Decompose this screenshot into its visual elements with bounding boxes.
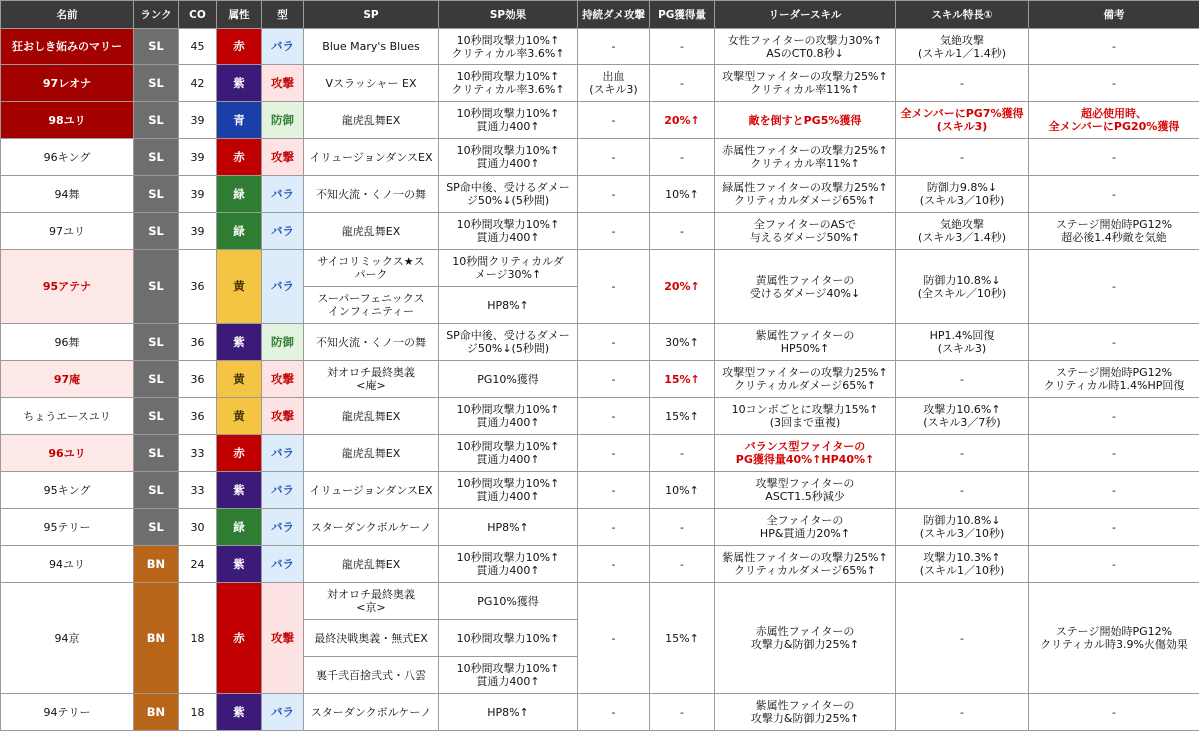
cell-co: 39: [179, 176, 217, 213]
cell-rank: SL: [134, 176, 179, 213]
cell-skill-feature: 全メンバーにPG7%獲得 (スキル3): [896, 102, 1029, 139]
table-row: [1, 472, 1199, 509]
cell-co: 39: [179, 139, 217, 176]
cell-pg: -: [650, 435, 715, 472]
cell-dot: -: [578, 102, 650, 139]
header-pg: PG獲得量: [650, 1, 715, 29]
cell-attribute: 赤: [217, 435, 262, 472]
cell-rank: SL: [134, 213, 179, 250]
cell-type: 攻撃: [262, 361, 304, 398]
cell-sp-effect: PG10%獲得: [439, 361, 578, 398]
cell-attribute: 赤: [217, 583, 262, 694]
cell-note: -: [1029, 435, 1199, 472]
cell-sp-effect: 10秒間クリティカルダ メージ30%↑: [439, 250, 578, 287]
cell-note: -: [1029, 176, 1199, 213]
cell-name: 96ユリ: [1, 435, 134, 472]
cell-co: 18: [179, 694, 217, 731]
header-skill-feature: スキル特長①: [896, 1, 1029, 29]
header-rank: ランク: [134, 1, 179, 29]
cell-sp-effect: SP命中後、受けるダメー ジ50%↓(5秒間): [439, 176, 578, 213]
cell-sp: 不知火流・くノ一の舞: [304, 176, 439, 213]
cell-co: 36: [179, 324, 217, 361]
cell-name: 97レオナ: [1, 65, 134, 102]
cell-sp: スーパーフェニックス インフィニティー: [304, 287, 439, 324]
cell-type: 攻撃: [262, 65, 304, 102]
cell-note: ステージ開始時PG12% 超必後1.4秒敵を気絶: [1029, 213, 1199, 250]
table-row: [1, 250, 1199, 287]
cell-rank: SL: [134, 102, 179, 139]
cell-sp: 龍虎乱舞EX: [304, 435, 439, 472]
cell-rank: SL: [134, 509, 179, 546]
cell-sp-effect: PG10%獲得: [439, 583, 578, 620]
cell-type: バラ: [262, 176, 304, 213]
cell-skill-feature: 防御力10.8%↓ (全スキル／10秒): [896, 250, 1029, 324]
cell-name: 94ユリ: [1, 546, 134, 583]
cell-note: -: [1029, 694, 1199, 731]
cell-note: ステージ開始時PG12% クリティカル時1.4%HP回復: [1029, 361, 1199, 398]
cell-sp-effect: SP命中後、受けるダメー ジ50%↓(5秒間): [439, 324, 578, 361]
cell-name: 94テリー: [1, 694, 134, 731]
cell-sp: Blue Mary's Blues: [304, 29, 439, 65]
table-row: [1, 102, 1199, 139]
table-row: [1, 213, 1199, 250]
cell-co: 30: [179, 509, 217, 546]
cell-pg: -: [650, 694, 715, 731]
table-row: [1, 29, 1199, 65]
header-type: 型: [262, 1, 304, 29]
cell-sp: 最終決戦奥義・無式EX: [304, 620, 439, 657]
cell-dot: -: [578, 29, 650, 65]
cell-note: -: [1029, 29, 1199, 65]
cell-skill-feature: -: [896, 472, 1029, 509]
cell-sp-effect: HP8%↑: [439, 694, 578, 731]
cell-skill-feature: 気絶攻撃 (スキル1／1.4秒): [896, 29, 1029, 65]
table-row: [1, 583, 1199, 620]
cell-leader-skill: 全ファイターの HP&貫通力20%↑: [715, 509, 896, 546]
cell-name: 98ユリ: [1, 102, 134, 139]
cell-attribute: 黄: [217, 250, 262, 324]
cell-attribute: 紫: [217, 546, 262, 583]
header-attribute: 属性: [217, 1, 262, 29]
cell-name: 97庵: [1, 361, 134, 398]
cell-skill-feature: 防御力10.8%↓ (スキル3／10秒): [896, 509, 1029, 546]
table-row: [1, 65, 1199, 102]
cell-pg: 30%↑: [650, 324, 715, 361]
header-sp: SP: [304, 1, 439, 29]
cell-co: 33: [179, 472, 217, 509]
cell-sp-effect: 10秒間攻撃力10%↑ 貫通力400↑: [439, 213, 578, 250]
cell-attribute: 紫: [217, 694, 262, 731]
cell-leader-skill: バランス型ファイターの PG獲得量40%↑HP40%↑: [715, 435, 896, 472]
cell-pg: -: [650, 29, 715, 65]
table-row: [1, 509, 1199, 546]
cell-sp: 不知火流・くノ一の舞: [304, 324, 439, 361]
cell-attribute: 黄: [217, 398, 262, 435]
cell-sp-effect: HP8%↑: [439, 287, 578, 324]
cell-name: 94京: [1, 583, 134, 694]
cell-type: バラ: [262, 435, 304, 472]
cell-attribute: 緑: [217, 509, 262, 546]
cell-type: バラ: [262, 250, 304, 324]
cell-dot: -: [578, 546, 650, 583]
cell-dot: -: [578, 509, 650, 546]
cell-rank: BN: [134, 546, 179, 583]
cell-leader-skill: 攻撃型ファイターの攻撃力25%↑ クリティカル率11%↑: [715, 65, 896, 102]
cell-rank: SL: [134, 361, 179, 398]
cell-dot: -: [578, 176, 650, 213]
cell-pg: 15%↑: [650, 398, 715, 435]
cell-rank: SL: [134, 29, 179, 65]
header-sp-effect: SP効果: [439, 1, 578, 29]
cell-note: ステージ開始時PG12% クリティカル時3.9%火傷効果: [1029, 583, 1199, 694]
cell-attribute: 緑: [217, 176, 262, 213]
cell-sp: 龍虎乱舞EX: [304, 102, 439, 139]
cell-dot: 出血 (スキル3): [578, 65, 650, 102]
cell-sp-effect: 10秒間攻撃力10%↑ 貫通力400↑: [439, 398, 578, 435]
cell-note: -: [1029, 324, 1199, 361]
cell-sp-effect: 10秒間攻撃力10%↑ 貫通力400↑: [439, 139, 578, 176]
cell-dot: -: [578, 694, 650, 731]
cell-dot: -: [578, 250, 650, 324]
cell-rank: SL: [134, 65, 179, 102]
cell-leader-skill: 緑属性ファイターの攻撃力25%↑ クリティカルダメージ65%↑: [715, 176, 896, 213]
cell-skill-feature: -: [896, 139, 1029, 176]
cell-note: -: [1029, 65, 1199, 102]
cell-type: バラ: [262, 546, 304, 583]
cell-type: 防御: [262, 324, 304, 361]
table-row: [1, 694, 1199, 731]
cell-note: -: [1029, 398, 1199, 435]
cell-pg: -: [650, 139, 715, 176]
cell-name: 97ユリ: [1, 213, 134, 250]
table-row: [1, 546, 1199, 583]
cell-attribute: 赤: [217, 29, 262, 65]
cell-co: 42: [179, 65, 217, 102]
cell-type: 攻撃: [262, 139, 304, 176]
cell-attribute: 青: [217, 102, 262, 139]
cell-rank: SL: [134, 250, 179, 324]
cell-note: 超必使用時、 全メンバーにPG20%獲得: [1029, 102, 1199, 139]
cell-sp-effect: 10秒間攻撃力10%↑: [439, 620, 578, 657]
cell-leader-skill: 攻撃型ファイターの攻撃力25%↑ クリティカルダメージ65%↑: [715, 361, 896, 398]
cell-sp: 龍虎乱舞EX: [304, 213, 439, 250]
cell-name: 96舞: [1, 324, 134, 361]
cell-pg: 20%↑: [650, 250, 715, 324]
cell-sp: スターダンクボルケーノ: [304, 509, 439, 546]
cell-dot: -: [578, 472, 650, 509]
cell-type: バラ: [262, 29, 304, 65]
cell-note: -: [1029, 139, 1199, 176]
cell-pg: 15%↑: [650, 583, 715, 694]
cell-leader-skill: 紫属性ファイターの HP50%↑: [715, 324, 896, 361]
cell-co: 39: [179, 102, 217, 139]
cell-co: 45: [179, 29, 217, 65]
cell-type: 防御: [262, 102, 304, 139]
cell-rank: SL: [134, 398, 179, 435]
cell-co: 36: [179, 398, 217, 435]
cell-sp-effect: 10秒間攻撃力10%↑ 貫通力400↑: [439, 472, 578, 509]
cell-attribute: 黄: [217, 361, 262, 398]
cell-leader-skill: 紫属性ファイターの攻撃力25%↑ クリティカルダメージ65%↑: [715, 546, 896, 583]
cell-type: バラ: [262, 694, 304, 731]
table-row: [1, 324, 1199, 361]
cell-co: 39: [179, 213, 217, 250]
table-row: [1, 435, 1199, 472]
cell-pg: 20%↑: [650, 102, 715, 139]
table-row: [1, 139, 1199, 176]
header-leader-skill: リーダースキル: [715, 1, 896, 29]
cell-pg: -: [650, 65, 715, 102]
cell-attribute: 赤: [217, 139, 262, 176]
cell-sp-effect: 10秒間攻撃力10%↑ クリティカル率3.6%↑: [439, 29, 578, 65]
cell-skill-feature: HP1.4%回復 (スキル3): [896, 324, 1029, 361]
header-note: 備考: [1029, 1, 1199, 29]
cell-note: -: [1029, 546, 1199, 583]
cell-pg: -: [650, 546, 715, 583]
cell-sp-effect: 10秒間攻撃力10%↑ クリティカル率3.6%↑: [439, 65, 578, 102]
table-row: [1, 176, 1199, 213]
cell-skill-feature: 防御力9.8%↓ (スキル3／10秒): [896, 176, 1029, 213]
cell-attribute: 紫: [217, 472, 262, 509]
cell-sp-effect: 10秒間攻撃力10%↑ 貫通力400↑: [439, 435, 578, 472]
cell-sp-effect: 10秒間攻撃力10%↑ 貫通力400↑: [439, 102, 578, 139]
cell-rank: SL: [134, 435, 179, 472]
cell-leader-skill: 10コンボごとに攻撃力15%↑ (3回まで重複): [715, 398, 896, 435]
cell-co: 33: [179, 435, 217, 472]
cell-sp: サイコリミックス★ス パーク: [304, 250, 439, 287]
cell-attribute: 緑: [217, 213, 262, 250]
table-row: [1, 361, 1199, 398]
cell-attribute: 紫: [217, 324, 262, 361]
cell-leader-skill: 全ファイターのASで 与えるダメージ50%↑: [715, 213, 896, 250]
cell-type: バラ: [262, 472, 304, 509]
cell-leader-skill: 女性ファイターの攻撃力30%↑ ASのCT0.8秒↓: [715, 29, 896, 65]
cell-co: 18: [179, 583, 217, 694]
cell-rank: SL: [134, 324, 179, 361]
cell-dot: -: [578, 361, 650, 398]
cell-sp: 対オロチ最終奥義 <京>: [304, 583, 439, 620]
cell-dot: -: [578, 583, 650, 694]
cell-leader-skill: 紫属性ファイターの 攻撃力&防御力25%↑: [715, 694, 896, 731]
cell-skill-feature: -: [896, 361, 1029, 398]
cell-sp: 裏千弐百捨弐式・八雲: [304, 657, 439, 694]
table-row: [1, 398, 1199, 435]
cell-pg: -: [650, 213, 715, 250]
cell-skill-feature: 攻撃力10.6%↑ (スキル3／7秒): [896, 398, 1029, 435]
cell-pg: -: [650, 509, 715, 546]
cell-pg: 10%↑: [650, 472, 715, 509]
cell-sp: イリュージョンダンスEX: [304, 139, 439, 176]
cell-name: 96キング: [1, 139, 134, 176]
cell-pg: 10%↑: [650, 176, 715, 213]
cell-dot: -: [578, 324, 650, 361]
cell-skill-feature: 攻撃力10.3%↑ (スキル1／10秒): [896, 546, 1029, 583]
cell-attribute: 紫: [217, 65, 262, 102]
cell-skill-feature: -: [896, 694, 1029, 731]
header-dot: 持続ダメ攻撃: [578, 1, 650, 29]
cell-rank: SL: [134, 472, 179, 509]
cell-sp: Vスラッシャー EX: [304, 65, 439, 102]
cell-skill-feature: 気絶攻撃 (スキル3／1.4秒): [896, 213, 1029, 250]
cell-co: 36: [179, 250, 217, 324]
cell-name: 95キング: [1, 472, 134, 509]
cell-sp: 龍虎乱舞EX: [304, 398, 439, 435]
cell-rank: BN: [134, 583, 179, 694]
cell-sp: イリュージョンダンスEX: [304, 472, 439, 509]
cell-leader-skill: 赤属性ファイターの 攻撃力&防御力25%↑: [715, 583, 896, 694]
header-co: CO: [179, 1, 217, 29]
cell-leader-skill: 黄属性ファイターの 受けるダメージ40%↓: [715, 250, 896, 324]
cell-leader-skill: 敵を倒すとPG5%獲得: [715, 102, 896, 139]
cell-type: バラ: [262, 213, 304, 250]
cell-dot: -: [578, 435, 650, 472]
cell-rank: BN: [134, 694, 179, 731]
cell-name: ちょうエースユリ: [1, 398, 134, 435]
cell-co: 24: [179, 546, 217, 583]
cell-sp-effect: 10秒間攻撃力10%↑ 貫通力400↑: [439, 546, 578, 583]
cell-pg: 15%↑: [650, 361, 715, 398]
cell-sp: スターダンクボルケーノ: [304, 694, 439, 731]
cell-co: 36: [179, 361, 217, 398]
cell-sp: 対オロチ最終奥義 <庵>: [304, 361, 439, 398]
cell-name: 94舞: [1, 176, 134, 213]
cell-type: バラ: [262, 509, 304, 546]
cell-sp-effect: HP8%↑: [439, 509, 578, 546]
cell-dot: -: [578, 213, 650, 250]
cell-dot: -: [578, 139, 650, 176]
cell-note: -: [1029, 472, 1199, 509]
cell-name: 95アテナ: [1, 250, 134, 324]
cell-name: 95テリー: [1, 509, 134, 546]
cell-sp-effect: 10秒間攻撃力10%↑ 貫通力400↑: [439, 657, 578, 694]
cell-rank: SL: [134, 139, 179, 176]
cell-note: -: [1029, 250, 1199, 324]
cell-leader-skill: 赤属性ファイターの攻撃力25%↑ クリティカル率11%↑: [715, 139, 896, 176]
header-name: 名前: [1, 1, 134, 29]
cell-name: 狂おしき妬みのマリー: [1, 29, 134, 65]
cell-type: 攻撃: [262, 398, 304, 435]
cell-skill-feature: -: [896, 65, 1029, 102]
header-row: [1, 1, 1199, 29]
cell-dot: -: [578, 398, 650, 435]
cell-type: 攻撃: [262, 583, 304, 694]
cell-leader-skill: 攻撃型ファイターの ASCT1.5秒減少: [715, 472, 896, 509]
cell-skill-feature: -: [896, 583, 1029, 694]
cell-skill-feature: -: [896, 435, 1029, 472]
cell-sp: 龍虎乱舞EX: [304, 546, 439, 583]
cell-note: -: [1029, 509, 1199, 546]
